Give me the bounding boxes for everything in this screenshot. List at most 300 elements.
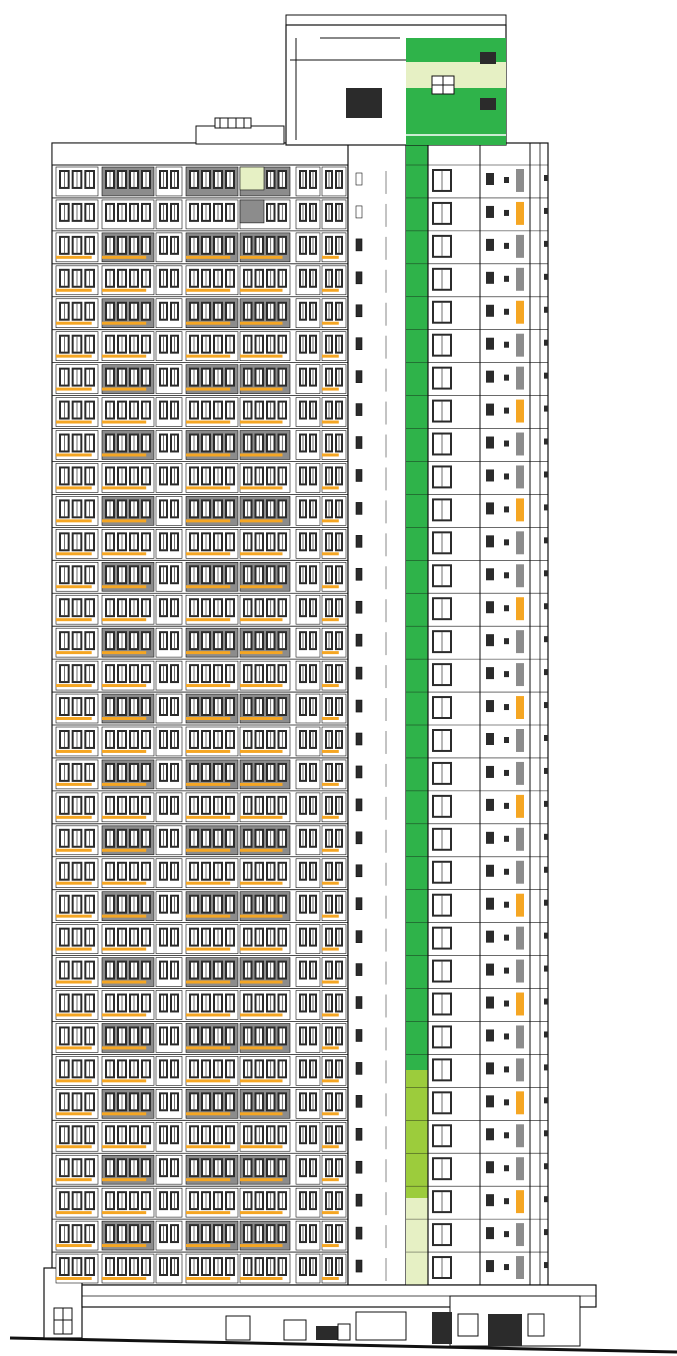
core-slot-window (356, 601, 362, 613)
balcony-rail (240, 453, 283, 456)
feature-pale-strip (406, 1198, 428, 1285)
balcony-rail (186, 486, 230, 489)
balcony-rail (240, 322, 283, 325)
rw-edge-vent (544, 340, 548, 346)
balcony-rail (322, 322, 339, 325)
rw-vent (504, 737, 509, 743)
rw-edge-vent (544, 537, 548, 543)
rw-window-b (486, 437, 494, 449)
core-slot-window (356, 437, 362, 449)
rw-edge-vent (544, 1064, 548, 1070)
rw-side-panel (516, 597, 524, 620)
core-slot-window (356, 1227, 362, 1239)
rw-edge-vent (544, 768, 548, 774)
balcony-rail (56, 849, 92, 852)
rw-vent (504, 1033, 509, 1039)
rw-vent (504, 1099, 509, 1105)
rw-side-panel (516, 861, 524, 884)
rw-window-b (486, 469, 494, 481)
balcony-rail (186, 1244, 230, 1247)
balcony-rail (322, 816, 339, 819)
rw-side-panel (516, 564, 524, 587)
balcony-rail (240, 882, 283, 885)
balcony-rail (186, 453, 230, 456)
balcony-rail (186, 816, 230, 819)
rw-vent (504, 539, 509, 545)
rw-vent (504, 210, 509, 216)
rw-side-panel (516, 235, 524, 258)
rw-side-panel (516, 301, 524, 324)
balcony-rail (186, 915, 230, 918)
rw-edge-vent (544, 966, 548, 972)
balcony-rail (102, 981, 146, 984)
rw-edge-vent (544, 1097, 548, 1103)
rw-vent (504, 1132, 509, 1138)
balcony-rail (240, 1079, 283, 1082)
balcony-rail (240, 585, 283, 588)
balcony-rail (102, 1046, 146, 1049)
balcony-rail (186, 1046, 230, 1049)
balcony-rail (56, 421, 92, 424)
balcony-rail (102, 1013, 146, 1016)
rw-vent (504, 177, 509, 183)
balcony-rail (240, 684, 283, 687)
balcony-rail (322, 256, 339, 259)
rw-edge-vent (544, 208, 548, 214)
balcony-rail (186, 618, 230, 621)
balcony-rail (56, 1046, 92, 1049)
rw-vent (504, 243, 509, 249)
rw-window-b (486, 898, 494, 910)
balcony-rail (56, 915, 92, 918)
balcony-rail (240, 783, 283, 786)
rw-window-b (486, 1029, 494, 1041)
rw-edge-vent (544, 504, 548, 510)
balcony-rail (102, 453, 146, 456)
rw-side-panel (516, 894, 524, 917)
rw-edge-vent (544, 373, 548, 379)
balcony-rail (56, 816, 92, 819)
rw-edge-vent (544, 1196, 548, 1202)
balcony-rail (102, 750, 146, 753)
balcony-rail (240, 816, 283, 819)
rw-side-panel (516, 927, 524, 950)
balcony-rail (102, 684, 146, 687)
balcony-rail (322, 1145, 339, 1148)
balcony-rail (240, 948, 283, 951)
balcony-rail (102, 552, 146, 555)
rw-window-b (486, 766, 494, 778)
balcony-rail (240, 717, 283, 720)
balcony-rail (56, 717, 92, 720)
rw-side-panel (516, 1058, 524, 1081)
balcony-rail (102, 585, 146, 588)
balcony-rail (240, 849, 283, 852)
balcony-rail (186, 882, 230, 885)
rw-side-panel (516, 334, 524, 357)
rw-side-panel (516, 1157, 524, 1180)
balcony-rail (186, 948, 230, 951)
balcony-rail (186, 519, 230, 522)
rw-vent (504, 375, 509, 381)
balcony-rail (102, 388, 146, 391)
balcony-rail (322, 1079, 339, 1082)
rw-window-b (486, 832, 494, 844)
balcony-rail (240, 651, 283, 654)
rw-window-b (486, 305, 494, 317)
core-slot-window (356, 502, 362, 514)
balcony-rail (102, 355, 146, 358)
rw-side-panel (516, 762, 524, 785)
rw-window-b (486, 1260, 494, 1272)
balcony-rail (56, 519, 92, 522)
balcony-rail (322, 421, 339, 424)
balcony-rail (240, 388, 283, 391)
rw-vent (504, 506, 509, 512)
rw-side-panel (516, 1223, 524, 1246)
rw-vent (504, 770, 509, 776)
balcony-rail (186, 684, 230, 687)
balcony-rail (322, 1178, 339, 1181)
rw-window-b (486, 1227, 494, 1239)
rw-edge-vent (544, 669, 548, 675)
left-wing-parapet (52, 143, 348, 165)
core-slot-window (356, 272, 362, 284)
feature-green-strip (406, 145, 428, 1070)
rw-window-b (486, 338, 494, 350)
rw-window-b (486, 404, 494, 416)
balcony-rail (240, 256, 283, 259)
rw-window-b (486, 964, 494, 976)
balcony-rail (186, 1178, 230, 1181)
balcony-rail (240, 486, 283, 489)
balcony-rail (322, 783, 339, 786)
balcony-rail (322, 981, 339, 984)
balcony-rail (102, 1244, 146, 1247)
balcony-rail (56, 388, 92, 391)
rw-side-panel (516, 960, 524, 983)
balcony-rail (322, 519, 339, 522)
balcony-rail (240, 355, 283, 358)
rw-window-b (486, 997, 494, 1009)
balcony-rail (186, 981, 230, 984)
rw-side-panel (516, 433, 524, 456)
rw-vent (504, 935, 509, 941)
balcony-rail (102, 882, 146, 885)
rw-window-b (486, 634, 494, 646)
balcony-rail (56, 684, 92, 687)
rw-vent (504, 342, 509, 348)
balcony-rail (240, 519, 283, 522)
rw-edge-vent (544, 735, 548, 741)
balcony-rail (56, 1178, 92, 1181)
rw-vent (504, 441, 509, 447)
rw-side-panel (516, 367, 524, 390)
rw-edge-vent (544, 603, 548, 609)
balcony-rail (102, 915, 146, 918)
core-slot-window (356, 1161, 362, 1173)
rw-side-panel (516, 1025, 524, 1048)
balcony-rail (322, 1112, 339, 1115)
balcony-rail (56, 1277, 92, 1280)
rw-window-b (486, 799, 494, 811)
balcony-rail (240, 552, 283, 555)
rw-window-b (486, 1128, 494, 1140)
rw-vent (504, 276, 509, 282)
balcony-rail (102, 1145, 146, 1148)
balcony-rail (322, 849, 339, 852)
core-slot-window (356, 799, 362, 811)
rw-edge-vent (544, 307, 548, 313)
balcony-rail (102, 783, 146, 786)
balcony-rail (56, 1145, 92, 1148)
balcony-rail (240, 981, 283, 984)
balcony-rail (56, 453, 92, 456)
rw-edge-vent (544, 241, 548, 247)
rw-vent (504, 1165, 509, 1171)
balcony-rail (322, 552, 339, 555)
rw-vent (504, 473, 509, 479)
balcony-rail (322, 355, 339, 358)
rw-edge-vent (544, 1163, 548, 1169)
core-slot-window (356, 931, 362, 943)
rw-vent (504, 605, 509, 611)
balcony-rail (186, 1211, 230, 1214)
balcony-rail (186, 388, 230, 391)
rw-side-panel (516, 1124, 524, 1147)
rw-vent (504, 1231, 509, 1237)
balcony-rail (240, 618, 283, 621)
balcony-rail (322, 915, 339, 918)
balcony-rail (56, 1112, 92, 1115)
balcony-rail (240, 1013, 283, 1016)
roof-plant-left (196, 118, 284, 144)
balcony-rail (186, 651, 230, 654)
balcony-rail (186, 849, 230, 852)
balcony-rail (186, 1079, 230, 1082)
rw-vent (504, 869, 509, 875)
balcony-rail (186, 1277, 230, 1280)
core-slot-window (356, 568, 362, 580)
balcony-rail (322, 750, 339, 753)
core-slot-window (356, 1029, 362, 1041)
rw-vent (504, 572, 509, 578)
rw-window-b (486, 1194, 494, 1206)
roof-unit-highlight (240, 167, 264, 190)
rw-side-panel (516, 169, 524, 192)
core-slot-window (356, 371, 362, 383)
rw-side-panel (516, 498, 524, 521)
rw-side-panel (516, 630, 524, 653)
rw-vent (504, 968, 509, 974)
rw-side-panel (516, 795, 524, 818)
balcony-rail (322, 1013, 339, 1016)
balcony-rail (56, 486, 92, 489)
rw-window-b (486, 1095, 494, 1107)
rw-window-b (486, 667, 494, 679)
balcony-rail (102, 486, 146, 489)
balcony-rail (322, 453, 339, 456)
balcony-rail (240, 1112, 283, 1115)
rw-window-b (486, 239, 494, 251)
core-slot-window (356, 898, 362, 910)
rw-window-b (486, 601, 494, 613)
balcony-rail (102, 651, 146, 654)
core-slot-window (356, 535, 362, 547)
balcony-rail (322, 289, 339, 292)
rw-window-b (486, 865, 494, 877)
rw-window-b (486, 206, 494, 218)
balcony-rail (56, 750, 92, 753)
core-slot-window (356, 404, 362, 416)
balcony-rail (322, 388, 339, 391)
core-slot-window (356, 173, 362, 185)
core-slot-window (356, 1095, 362, 1107)
rw-side-panel (516, 663, 524, 686)
balcony-rail (102, 849, 146, 852)
rw-vent (504, 408, 509, 414)
balcony-rail (56, 981, 92, 984)
balcony-rail (56, 948, 92, 951)
balcony-rail (186, 750, 230, 753)
balcony-rail (186, 421, 230, 424)
balcony-rail (56, 882, 92, 885)
core-slot-window (356, 964, 362, 976)
rw-edge-vent (544, 999, 548, 1005)
balcony-rail (186, 717, 230, 720)
core-slot-window (356, 305, 362, 317)
rw-vent (504, 638, 509, 644)
balcony-rail (240, 1211, 283, 1214)
balcony-rail (102, 1211, 146, 1214)
rw-side-panel (516, 1091, 524, 1114)
core-slot-window (356, 1128, 362, 1140)
balcony-rail (56, 585, 92, 588)
rw-edge-vent (544, 1130, 548, 1136)
balcony-rail (322, 1046, 339, 1049)
balcony-rail (240, 750, 283, 753)
balcony-rail (102, 256, 146, 259)
balcony-rail (102, 816, 146, 819)
balcony-rail (186, 783, 230, 786)
balcony-rail (102, 289, 146, 292)
balcony-rail (56, 355, 92, 358)
rw-edge-vent (544, 867, 548, 873)
rw-side-panel (516, 1190, 524, 1213)
rw-vent (504, 1264, 509, 1270)
balcony-rail (322, 486, 339, 489)
balcony-rail (56, 1079, 92, 1082)
rw-vent (504, 309, 509, 315)
balcony-rail (240, 1145, 283, 1148)
balcony-rail (186, 1013, 230, 1016)
balcony-rail (322, 882, 339, 885)
balcony-rail (322, 1211, 339, 1214)
balcony-rail (56, 618, 92, 621)
balcony-rail (322, 684, 339, 687)
rw-vent (504, 803, 509, 809)
rw-side-panel (516, 531, 524, 554)
rw-vent (504, 1198, 509, 1204)
rw-window-b (486, 733, 494, 745)
balcony-rail (186, 256, 230, 259)
rw-edge-vent (544, 933, 548, 939)
rw-vent (504, 1001, 509, 1007)
core-slot-window (356, 766, 362, 778)
rw-edge-vent (544, 570, 548, 576)
rw-vent (504, 671, 509, 677)
rw-edge-vent (544, 636, 548, 642)
rw-vent (504, 1066, 509, 1072)
core-slot-window (356, 1260, 362, 1272)
balcony-rail (240, 1046, 283, 1049)
balcony-rail (186, 322, 230, 325)
rw-window-b (486, 371, 494, 383)
crown-tower (286, 15, 506, 145)
core-slot-window (356, 338, 362, 350)
rw-window-b (486, 535, 494, 547)
balcony-rail (322, 1244, 339, 1247)
core-slot-window (356, 667, 362, 679)
balcony-rail (102, 1178, 146, 1181)
rw-side-panel (516, 465, 524, 488)
rw-side-panel (516, 202, 524, 225)
rw-edge-vent (544, 1262, 548, 1268)
balcony-rail (322, 717, 339, 720)
balcony-rail (322, 948, 339, 951)
balcony-rail (102, 421, 146, 424)
rw-edge-vent (544, 471, 548, 477)
balcony-rail (240, 915, 283, 918)
rw-vent (504, 836, 509, 842)
balcony-rail (56, 1013, 92, 1016)
rw-side-panel (516, 993, 524, 1016)
rw-edge-vent (544, 801, 548, 807)
core-slot-window (356, 733, 362, 745)
balcony-rail (102, 1112, 146, 1115)
balcony-rail (102, 948, 146, 951)
core-slot-window (356, 1194, 362, 1206)
rw-side-panel (516, 268, 524, 291)
core-slot-window (356, 865, 362, 877)
rw-window-b (486, 173, 494, 185)
balcony-rail (186, 1112, 230, 1115)
balcony-rail (240, 1178, 283, 1181)
balcony-rail (322, 1277, 339, 1280)
balcony-rail (240, 1244, 283, 1247)
core-slot-window (356, 469, 362, 481)
rw-window-b (486, 1161, 494, 1173)
balcony-rail (186, 552, 230, 555)
balcony-rail (102, 717, 146, 720)
rw-window-b (486, 272, 494, 284)
balcony-rail (186, 1145, 230, 1148)
balcony-rail (56, 256, 92, 259)
core-slot-window (356, 239, 362, 251)
rw-edge-vent (544, 900, 548, 906)
balcony-rail (102, 1079, 146, 1082)
balcony-rail (102, 519, 146, 522)
balcony-rail (186, 355, 230, 358)
rw-side-panel (516, 696, 524, 719)
rw-vent (504, 704, 509, 710)
rw-edge-vent (544, 1031, 548, 1037)
rw-edge-vent (544, 175, 548, 181)
balcony-rail (240, 1277, 283, 1280)
rw-edge-vent (544, 406, 548, 412)
balcony-rail (56, 1211, 92, 1214)
rw-window-b (486, 700, 494, 712)
